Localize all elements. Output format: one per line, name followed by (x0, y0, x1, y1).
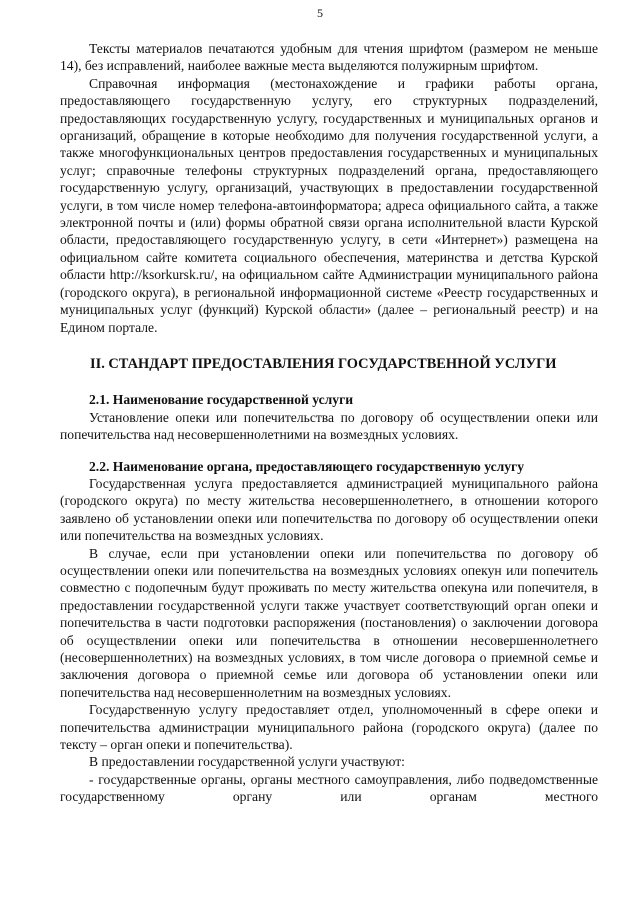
page-number: 5 (317, 6, 323, 20)
chapter-title: II. СТАНДАРТ ПРЕДОСТАВЛЕНИЯ ГОСУДАРСТВЕННОЙ УСЛУГИ (90, 355, 557, 372)
section-2-2-list-item: - государственные органы, органы местного самоуправления, либо подведомственные государственному органу или органам местного (60, 771, 598, 805)
section-2-1-heading: 2.1. Наименование государственной услуги (89, 392, 354, 408)
document-body (60, 40, 598, 806)
section-2-2-paragraph: В случае, если при установлении опеки или попечительства по договору об осуществлении опеки или попечительства на возмездных условиях опекун или попечитель совместно с подопечным будут проживать по месту жительства опекуна или попечителя, в предоставлении государственной услуги также участвует соответствующий орган опеки и попечительства в части подготовки распоряжения (постановления) о заключении договора об осуществлении опеки или попечительства в отношении несовершеннолетнего (несовершеннолетних) на возмездных условиях, в том числе договора о приемной семье и заключения договора о приемной семье или договора об установлении опеки или попечительства над несовершеннолетним на возмездных условиях. (60, 545, 598, 700)
section-gap (60, 444, 598, 458)
section-2-2-paragraph: Государственная услуга предоставляется администрацией муниципального района (городского округа) по месту жительства несовершеннолетнего, в отношении которого заявлено об установлении опеки или попечительства по договору об осуществлении опеки или попечительства на возмездных условиях. (60, 475, 598, 544)
paragraph-fonts: Тексты материалов печатаются удобным для чтения шрифтом (размером не меньше 14), без исправлений, наиболее важные места выделяются полужирным шрифтом. (60, 41, 598, 74)
paragraph-reference-info: Справочная информация (местонахождение и графики работы органа, предоставляющего государственную услугу, его структурных подразделений, предоставляющих государственную услугу, государственных и муниципальных органов и организаций, обращение в которые необходимо для получения государственной услуги, а также многофункциональных центров предоставления государственных и муниципальных услуг; справочные телефоны структурных подразделений органа, предоставляющего государственную услугу, организаций, участвующих в предоставлении государственной услуги, в том числе номер телефона-автоинформатора; адреса официального сайта, а также электронной почты и (или) формы обратной связи органа исполнительной власти Курской области, предоставляющего государственную услугу, в сети «Интернет») размещена на официальном сайте комитета социального обеспечения, материнства и детства Курской области http://ksorkursk.ru/, на официальном сайте Администрации муниципального района (городского округа), в региональной информационной системе «Реестр государственных и муниципальных услуг (функций) Курской области» (далее – региональный реестр) и на Едином портале. (60, 75, 598, 335)
section-2-1-text: Установление опеки или попечительства по договору об осуществлении опеки или попечительства над несовершеннолетними на возмездных условиях. (60, 409, 598, 443)
section-2-2-paragraph: Государственную услугу предоставляет отдел, уполномоченный в сфере опеки и попечительства администрации муниципального района (городского округа) (далее по тексту – орган опеки и попечительства). (60, 702, 598, 753)
section-2-2-heading: 2.2. Наименование органа, предоставляющего государственную услугу (89, 458, 525, 474)
section-2-2-paragraph: В предоставлении государственной услуги участвуют: (89, 754, 405, 770)
